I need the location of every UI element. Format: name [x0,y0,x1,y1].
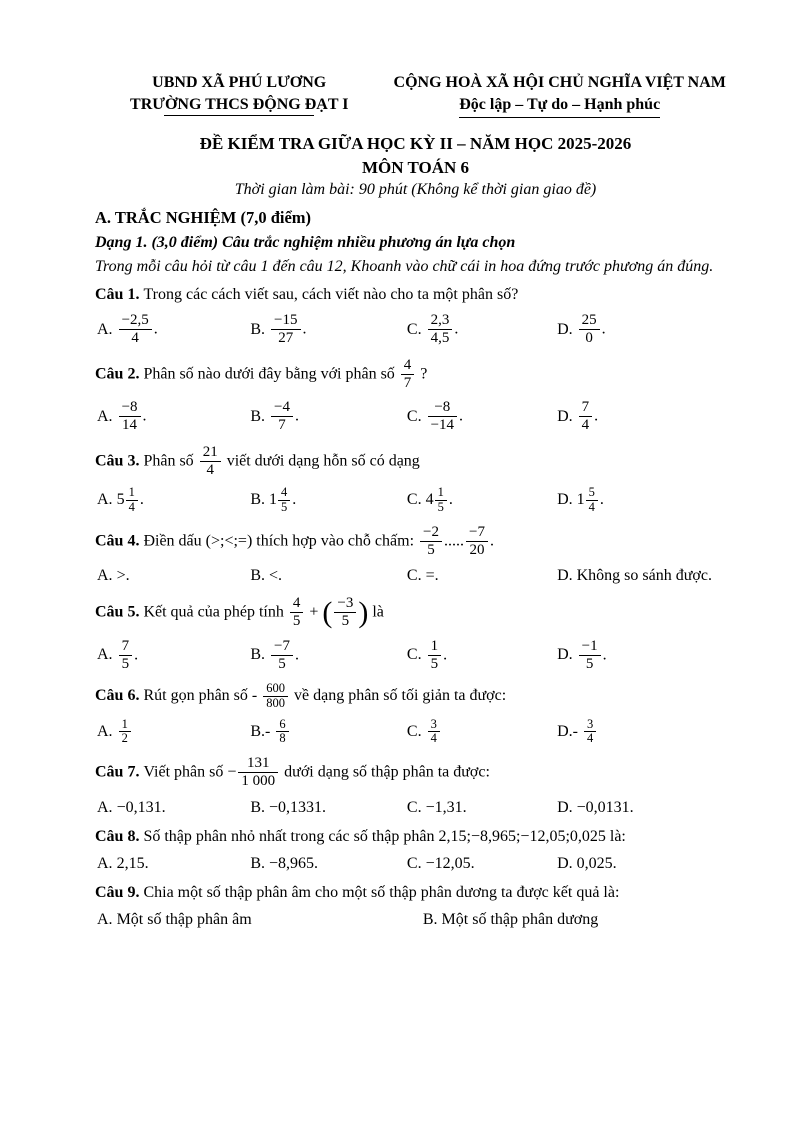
option-label: C. [406,491,422,509]
option [250,485,407,516]
option-label: C. [406,798,422,816]
options-row [97,909,736,931]
option [97,398,250,436]
fraction: $\frac{6}{8}$ [276,718,288,747]
fraction: $\frac{7}{5}$ [119,638,133,674]
option-label: B. [250,407,266,425]
fraction: $\frac{-7}{5}$ [271,638,293,674]
option [97,853,250,875]
fraction: $\frac{4}{5}$ [278,486,290,515]
text-run: =. [425,567,439,585]
text-run: viết dưới dạng hỗn số có dạng [222,452,420,470]
options-row [97,853,736,875]
question-label: Câu 7. [95,763,144,781]
option [407,311,557,349]
question-label: Câu 2. [95,365,144,383]
section-subheading: Dạng 1. (3,0 điểm) Câu trắc nghiệm nhiều phương án lựa chọn [95,233,516,251]
option [97,637,250,675]
fraction: $\frac{-4}{7}$ [271,399,293,435]
question-label: Câu 9. [95,883,144,901]
option [250,717,407,748]
document-header [95,72,736,118]
text-run: 2,15. [116,854,149,872]
option [97,565,250,587]
question-text [95,826,736,848]
options-row [97,485,736,516]
text-run: Chia một số thập phân âm cho một số thập phân dương ta được kết quả là: [143,883,620,901]
question-text [95,594,736,632]
option-label: D. [557,491,573,509]
text-run: Rút gọn phân số - [143,687,262,705]
text-run: −0,131. [116,798,166,816]
fraction: $\frac{3}{4}$ [584,718,596,747]
question-text [95,284,736,306]
text-run: . [602,646,607,664]
option [407,797,557,819]
option-label: C. [406,722,422,740]
text-run: . [295,646,299,664]
text-run: Phân số nào dưới đây bằng với phân số [143,365,399,383]
options-row [97,398,736,436]
option-label: C. [406,567,422,585]
option-label: C. [406,646,422,664]
text-run: . [594,407,599,425]
option [407,398,557,436]
question-6 [95,681,736,747]
text-run: . [448,491,453,509]
question-text [95,523,736,561]
fraction: $\frac{21}{4}$ [200,444,221,480]
text-run: Viết phân số − [143,763,237,781]
option [250,311,407,349]
text-run: dưới dạng số thập phân ta được: [280,763,490,781]
option [557,717,736,748]
option [557,565,736,587]
question-label: Câu 5. [95,603,144,621]
option-label: A. [97,320,113,338]
text-run: . [454,320,459,338]
option [423,909,736,931]
option-label: B. [250,798,266,816]
text-run: Một số thập phân dương [441,911,599,929]
option [97,717,250,748]
text-run: . [599,491,604,509]
options-row [97,565,736,587]
fraction: $\frac{5}{4}$ [586,486,598,515]
text-run: −0,0131. [576,798,634,816]
option [407,485,557,516]
option-label: A. [97,491,113,509]
option [250,565,407,587]
fraction: $\frac{1}{2}$ [119,718,131,747]
option-label: B. [250,646,266,664]
text-run: là [368,603,384,621]
text-run: −8,965. [269,854,319,872]
text-run: −0,1331. [269,798,327,816]
option [557,485,736,516]
header-commune-name: UBND XÃ PHÚ LƯƠNG [152,74,327,91]
text-run: <. [269,567,283,585]
parenthesized-fraction: ( $\frac{-3}{5}$ ) [322,595,369,630]
fraction: $\frac{4}{7}$ [401,357,415,393]
mixed-number: 5 $\frac{1}{4}$ [117,485,140,516]
text-run: Không so sánh được. [576,567,712,585]
option-label: D. [557,854,573,872]
exam-title-block [95,132,736,201]
option-label: B.- [250,722,271,740]
fraction: $\frac{-3}{5}$ [334,595,356,631]
option-label: A. [97,911,113,929]
question-text [95,443,736,481]
option [250,637,407,675]
option-label: C. [406,854,422,872]
exam-duration: Thời gian làm bài: 90 phút (Không kể thời gian giao đề) [234,181,597,199]
option-label: D. [557,646,573,664]
header-school-block [95,72,383,118]
text-run: Kết quả của phép tính [143,603,288,621]
question-9 [95,882,736,931]
fraction: $\frac{7}{4}$ [579,399,593,435]
text-run: 0,025. [576,854,617,872]
exam-title: ĐỀ KIỂM TRA GIỮA HỌC KỲ II – NĂM HỌC 2025-2026 [199,134,632,154]
header-national-motto-line1: CỘNG HOÀ XÃ HỘI CHỦ NGHĨA VIỆT NAM [393,74,726,91]
question-label: Câu 8. [95,827,144,845]
option-label: B. [250,491,266,509]
question-text [95,882,736,904]
option [97,485,250,516]
mixed-number: 1 $\frac{4}{5}$ [269,485,292,516]
option-label: A. [97,722,113,740]
section-instructions: Trong mỗi câu hỏi từ câu 1 đến câu 12, Khoanh vào chữ cái in hoa đứng trước phương án đúng. [95,257,714,275]
fraction: $\frac{1}{4}$ [126,486,138,515]
section-heading: A. TRẮC NGHIỆM (7,0 điểm) [95,208,312,228]
question-label: Câu 6. [95,687,144,705]
text-run: Một số thập phân âm [116,911,252,929]
text-run: + [305,603,323,621]
option-label: B. [422,911,438,929]
question-3 [95,443,736,516]
exam-subject: MÔN TOÁN 6 [361,157,470,177]
fraction: $\frac{-2,5}{4}$ [119,312,152,348]
question-text [95,356,736,394]
question-1 [95,284,736,349]
option [407,637,557,675]
text-run: −12,05. [425,854,475,872]
option-label: A. [97,854,113,872]
fraction: $\frac{-8}{-14}$ [428,399,457,435]
question-text [95,681,736,712]
option [250,797,407,819]
question-4 [95,523,736,588]
option-label: D. [557,567,573,585]
option-label: D. [557,798,573,816]
text-run: . [601,320,606,338]
option [250,398,407,436]
fraction: $\frac{1}{5}$ [435,486,447,515]
question-label: Câu 1. [95,286,144,304]
fraction: $\frac{-8}{14}$ [119,399,141,435]
option [557,311,736,349]
option [557,853,736,875]
fraction: $\frac{-2}{5}$ [420,524,442,560]
option [97,311,250,349]
option [97,797,250,819]
question-8 [95,826,736,875]
question-2 [95,356,736,436]
fraction: $\frac{-15}{27}$ [271,312,300,348]
text-run: Số thập phân nhỏ nhất trong các số thập phân 2,15;−8,965;−12,05;0,025 là: [143,827,626,845]
option-label: C. [406,407,422,425]
text-run: ? [416,365,428,383]
fraction: $\frac{-7}{20}$ [466,524,488,560]
option [557,637,736,675]
option-label: D. [557,320,573,338]
text-run: . [142,407,147,425]
option [557,797,736,819]
options-row [97,797,736,819]
text-run: −1,31. [425,798,467,816]
text-run: . [134,646,139,664]
option-label: B. [250,854,266,872]
text-run: . [139,491,144,509]
option-label: A. [97,646,113,664]
header-school-name: TRƯỜNG THCS ĐỘNG ĐẠT I [95,94,383,116]
option-label: C. [406,320,422,338]
fraction: $\frac{600}{800}$ [263,682,288,711]
text-run: . [459,407,464,425]
option-label: D.- [557,722,578,740]
option [407,565,557,587]
mixed-number: 1 $\frac{5}{4}$ [577,485,600,516]
option-label: A. [97,567,113,585]
option [250,853,407,875]
text-run: . [302,320,307,338]
text-run: . [295,407,299,425]
option-label: D. [557,407,573,425]
options-row [97,311,736,349]
option [557,398,736,436]
mixed-number: 4 $\frac{1}{5}$ [426,485,449,516]
question-7 [95,754,736,819]
option-label: B. [250,567,266,585]
text-run: . [292,491,297,509]
option [97,909,423,931]
option-label: B. [250,320,266,338]
fraction: $\frac{131}{1 000}$ [238,755,278,791]
text-run: về dạng phân số tối giản ta được: [289,687,507,705]
questions-container [95,284,736,931]
option-label: A. [97,407,113,425]
header-national-motto-line2: Độc lập – Tự do – Hạnh phúc [383,94,736,118]
text-run: Trong các cách viết sau, cách viết nào cho ta một phân số? [143,286,519,304]
question-text [95,754,736,792]
question-label: Câu 3. [95,452,144,470]
question-5 [95,594,736,674]
section-a [95,207,736,278]
fraction: $\frac{4}{5}$ [290,595,304,631]
text-run: >. [116,567,130,585]
question-label: Câu 4. [95,532,144,550]
text-run: ..... [444,532,464,550]
option [407,853,557,875]
header-national-block [383,72,736,118]
fraction: $\frac{-1}{5}$ [579,638,601,674]
text-run: Điền dấu (>;<;=) thích hợp vào chỗ chấm: [143,532,419,550]
text-run: . [489,532,494,550]
fraction: $\frac{2,3}{4,5}$ [428,312,453,348]
options-row [97,637,736,675]
option-label: A. [97,798,113,816]
text-run: Phân số [143,452,198,470]
fraction: $\frac{3}{4}$ [428,718,440,747]
text-run: . [443,646,448,664]
fraction: $\frac{1}{5}$ [428,638,442,674]
option [407,717,557,748]
fraction: $\frac{25}{0}$ [579,312,600,348]
text-run: . [153,320,158,338]
options-row [97,717,736,748]
